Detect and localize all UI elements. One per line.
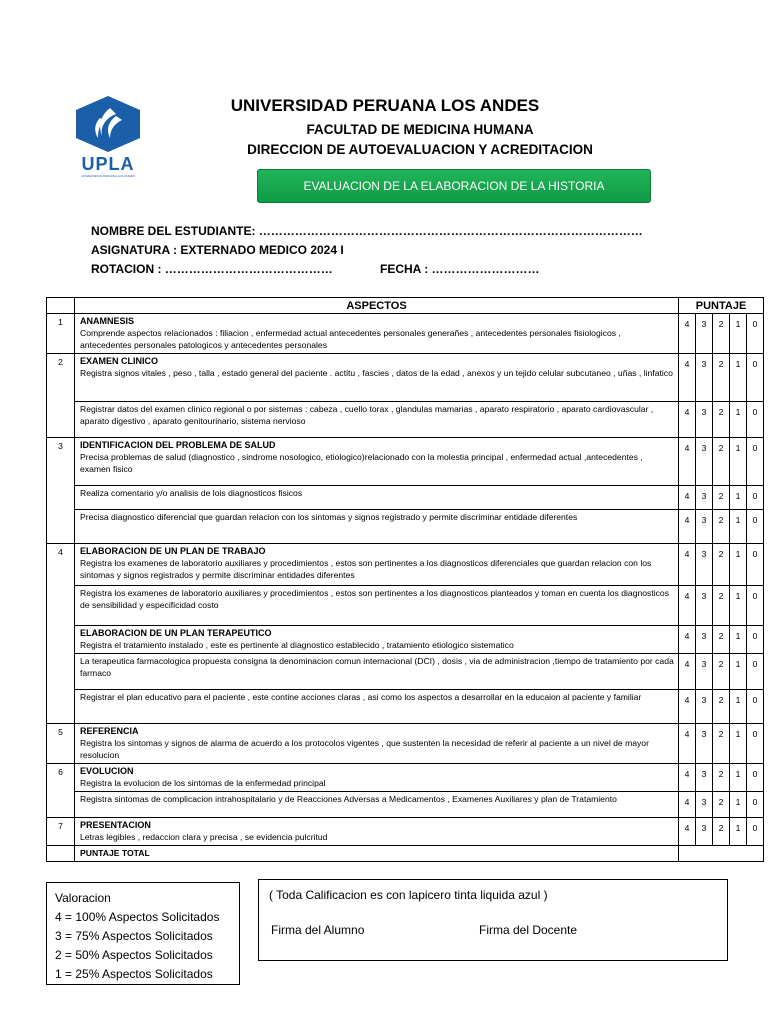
row-number: 6 (47, 764, 75, 792)
score-option-1[interactable]: 1 (730, 724, 747, 764)
row-number: 3 (47, 438, 75, 486)
score-option-4[interactable]: 4 (679, 486, 696, 510)
score-option-1[interactable]: 1 (730, 818, 747, 846)
aspect-title: PRESENTACION (80, 820, 151, 830)
score-option-3[interactable]: 3 (696, 354, 713, 402)
table-row (47, 626, 764, 654)
table-row (47, 438, 764, 486)
score-option-0[interactable]: 0 (747, 818, 764, 846)
row-number: 2 (47, 354, 75, 402)
row-number (47, 792, 75, 818)
score-option-4[interactable]: 4 (679, 314, 696, 354)
score-option-0[interactable]: 0 (747, 438, 764, 486)
score-option-2[interactable]: 2 (713, 544, 730, 586)
table-row (47, 314, 764, 354)
faculty-title: FACULTAD DE MEDICINA HUMANA (306, 122, 534, 137)
score-option-3[interactable]: 3 (696, 544, 713, 586)
score-option-2[interactable]: 2 (713, 354, 730, 402)
table-row (47, 544, 764, 586)
score-option-2[interactable]: 2 (713, 654, 730, 690)
table-row (47, 486, 764, 510)
valoracion-item: 4 = 100% Aspectos Solicitados (55, 910, 220, 924)
row-number: 4 (47, 544, 75, 586)
score-option-3[interactable]: 3 (696, 724, 713, 764)
row-number: 7 (47, 818, 75, 846)
num-header (47, 298, 75, 314)
table-row (47, 690, 764, 724)
table-row (47, 510, 764, 544)
aspect-cell (75, 544, 679, 586)
score-option-3[interactable]: 3 (696, 486, 713, 510)
aspect-description: Precisa problemas de salud (diagnostico , sindrome nosologico, etiologico)relacionado con la molestia principal , enfermedad actual ,antecedentes , examen fisico (80, 452, 643, 474)
upla-emblem-icon (70, 94, 146, 154)
score-option-4[interactable]: 4 (679, 792, 696, 818)
score-option-3[interactable]: 3 (696, 690, 713, 724)
aspect-cell (75, 654, 679, 690)
score-option-4[interactable]: 4 (679, 654, 696, 690)
aspect-cell (75, 586, 679, 626)
score-option-2[interactable]: 2 (713, 818, 730, 846)
score-option-3[interactable]: 3 (696, 438, 713, 486)
score-option-2[interactable]: 2 (713, 764, 730, 792)
table-row (47, 724, 764, 764)
valoracion-box (46, 882, 240, 985)
aspect-cell (75, 724, 679, 764)
aspect-title: ANAMNESIS (80, 316, 135, 326)
score-option-3[interactable]: 3 (696, 818, 713, 846)
score-option-1[interactable]: 1 (730, 690, 747, 724)
score-option-0[interactable]: 0 (747, 724, 764, 764)
valoracion-item: 3 = 75% Aspectos Solicitados (55, 929, 213, 943)
aspect-title: REFERENCIA (80, 726, 139, 736)
score-option-2[interactable]: 2 (713, 586, 730, 626)
aspect-title: EXAMEN CLINICO (80, 356, 159, 366)
score-option-4[interactable]: 4 (679, 764, 696, 792)
score-option-1[interactable]: 1 (730, 486, 747, 510)
score-option-3[interactable]: 3 (696, 314, 713, 354)
score-option-2[interactable]: 2 (713, 792, 730, 818)
score-option-1[interactable]: 1 (730, 314, 747, 354)
aspect-description: Letras legibles , redaccion clara y precisa , se evidencia pulcritud (80, 832, 328, 842)
row-number (47, 654, 75, 690)
score-option-1[interactable]: 1 (730, 764, 747, 792)
student-signature-label: Firma del Alumno (271, 923, 365, 937)
score-option-2[interactable]: 2 (713, 402, 730, 438)
aspects-header: ASPECTOS (75, 298, 679, 314)
score-option-0[interactable]: 0 (747, 690, 764, 724)
row-number: 5 (47, 724, 75, 764)
aspect-title: ELABORACION DE UN PLAN DE TRABAJO (80, 546, 266, 556)
score-option-0[interactable]: 0 (747, 764, 764, 792)
table-row (47, 792, 764, 818)
row-number (47, 690, 75, 724)
valoracion-item: 1 = 25% Aspectos Solicitados (55, 967, 213, 981)
aspect-description: Realiza comentario y/o analisis de lois diagnosticos fisicos (80, 488, 303, 498)
aspect-title: IDENTIFICACION DEL PROBLEMA DE SALUD (80, 440, 276, 450)
score-option-0[interactable]: 0 (747, 792, 764, 818)
score-option-4[interactable]: 4 (679, 586, 696, 626)
score-option-4[interactable]: 4 (679, 724, 696, 764)
aspect-description: Precisa diagnostico diferencial que guardan relacion con los sintomas y signos registrado y permite discriminar entidade diferentes (80, 512, 578, 522)
aspect-cell (75, 792, 679, 818)
aspect-description: Registrar datos del examen clinico regional o por sistemas : cabeza , cuello torax , glandulas mamarias , aparato respiratorio , aparato cardiovascular , aparato digestivo , aparato genitourinario, sistema nervioso (80, 404, 654, 426)
aspect-description: Registra el tratamiento instalado , este es pertinente al diagnostico establecido , tratamiento etiologico sistematico (80, 640, 514, 650)
score-option-0[interactable]: 0 (747, 486, 764, 510)
score-option-1[interactable]: 1 (730, 438, 747, 486)
logo-subtitle: UNIVERSIDAD PERUANA LOS ANDES (81, 174, 135, 178)
aspect-cell (75, 438, 679, 486)
aspect-description: Registra sintomas de complicacion intrahospitalario y de Reacciones Adversas a Medicamentos , Examenes Auxiliares y plan de Tratamiento (80, 794, 617, 804)
score-option-2[interactable]: 2 (713, 690, 730, 724)
score-option-4[interactable]: 4 (679, 438, 696, 486)
table-row (47, 402, 764, 438)
score-option-4[interactable]: 4 (679, 690, 696, 724)
score-option-3[interactable]: 3 (696, 402, 713, 438)
score-option-2[interactable]: 2 (713, 626, 730, 654)
score-option-0[interactable]: 0 (747, 402, 764, 438)
rotation-field: ROTACION : …………………………………… (91, 262, 333, 276)
score-option-0[interactable]: 0 (747, 544, 764, 586)
score-option-1[interactable]: 1 (730, 626, 747, 654)
aspect-cell (75, 510, 679, 544)
aspect-description: Registra los examenes de laboratorio auxiliares y procedimientos , estos son pertinentes a los diagnosticos planteados y toman en cuenta los diagnosticos de sensibilidad y especificidad costo (80, 588, 670, 610)
aspect-cell (75, 764, 679, 792)
total-label: PUNTAJE TOTAL (75, 846, 679, 862)
table-row (47, 586, 764, 626)
total-value-cell (679, 846, 764, 862)
table-row (47, 654, 764, 690)
score-option-1[interactable]: 1 (730, 354, 747, 402)
table-row (47, 354, 764, 402)
aspect-description: La terapeutica farmacologica propuesta consigna la denominacion comun internacional (DCI) , dosis , via de administracion ,tiempo de tratamiento por cada farmaco (80, 656, 674, 678)
aspect-cell (75, 626, 679, 654)
upla-logo (70, 94, 146, 180)
score-option-4[interactable]: 4 (679, 626, 696, 654)
score-option-4[interactable]: 4 (679, 510, 696, 544)
score-option-0[interactable]: 0 (747, 510, 764, 544)
score-option-3[interactable]: 3 (696, 764, 713, 792)
aspect-description: Comprende aspectos relacionados : filiacion , enfermedad actual antecedentes personales generañes , antecedentes personales fisiologicos , antecedentes personales patologicos y antecedentes personales (80, 328, 621, 350)
aspect-cell (75, 354, 679, 402)
logo-name: UPLA (81, 154, 135, 174)
aspect-cell (75, 818, 679, 846)
aspect-description: Registra los examenes de laboratorio auxiliares y procedimientos , estos son pertinentes a los diagnosticos diferenciales que guardan relacion con los sintomas y signos registrados y permite discriminar entidades diferentes (80, 558, 652, 580)
aspect-title: EVOLUCION (80, 766, 134, 776)
score-option-2[interactable]: 2 (713, 314, 730, 354)
aspect-description: Registra los sintomas y signos de alarma de acuerdo a los protocolos vigentes , que sustenten la necesidad de referir al paciente a un nivel de mayor resolucion (80, 738, 649, 760)
score-header: PUNTAJE (679, 298, 764, 314)
score-option-1[interactable]: 1 (730, 586, 747, 626)
score-option-1[interactable]: 1 (730, 402, 747, 438)
row-number (47, 486, 75, 510)
evaluation-table (46, 297, 764, 862)
score-option-0[interactable]: 0 (747, 314, 764, 354)
ink-note: ( Toda Calificacion es con lapicero tinta liquida azul ) (269, 888, 548, 902)
aspect-cell (75, 314, 679, 354)
teacher-signature-label: Firma del Docente (479, 923, 578, 937)
row-number (47, 510, 75, 544)
score-option-2[interactable]: 2 (713, 486, 730, 510)
score-option-2[interactable]: 2 (713, 438, 730, 486)
score-option-2[interactable]: 2 (713, 510, 730, 544)
direction-title: DIRECCION DE AUTOEVALUACION Y ACREDITACION (247, 142, 593, 157)
evaluation-banner: EVALUACION DE LA ELABORACION DE LA HISTORIA (257, 169, 651, 203)
table-row (47, 818, 764, 846)
score-option-4[interactable]: 4 (679, 402, 696, 438)
score-option-0[interactable]: 0 (747, 654, 764, 690)
score-option-0[interactable]: 0 (747, 626, 764, 654)
aspect-cell (75, 690, 679, 724)
score-option-0[interactable]: 0 (747, 354, 764, 402)
valoracion-title: Valoracion (55, 891, 111, 905)
score-option-3[interactable]: 3 (696, 586, 713, 626)
valoracion-item: 2 = 50% Aspectos Solicitados (55, 948, 213, 962)
score-option-3[interactable]: 3 (696, 654, 713, 690)
score-option-4[interactable]: 4 (679, 818, 696, 846)
score-option-1[interactable]: 1 (730, 544, 747, 586)
score-option-4[interactable]: 4 (679, 354, 696, 402)
date-field: FECHA : ……………………… (380, 262, 540, 276)
row-number (47, 586, 75, 626)
aspect-title: ELABORACION DE UN PLAN TERAPEUTICO (80, 628, 272, 638)
score-option-1[interactable]: 1 (730, 510, 747, 544)
score-option-4[interactable]: 4 (679, 544, 696, 586)
aspect-description: Registrar el plan educativo para el paciente , este contine acciones claras , asi como los aspectos a desarrollar en la educaion al paciente y familiar (80, 692, 642, 702)
aspect-description: Registra la evolucion de los sintomas de la enfermedad principal (80, 778, 326, 788)
score-option-1[interactable]: 1 (730, 792, 747, 818)
score-option-0[interactable]: 0 (747, 586, 764, 626)
table-row (47, 764, 764, 792)
aspect-description: Registra signos vitales , peso , talla , estado general del paciente . actitu , fascies , datos de la edad , anexos y un tejido celular subcutaneo , uñas , linfatico (80, 368, 673, 378)
total-num-cell (47, 846, 75, 862)
signature-box (258, 879, 728, 961)
row-number: 1 (47, 314, 75, 354)
score-option-2[interactable]: 2 (713, 724, 730, 764)
aspect-cell (75, 486, 679, 510)
score-option-3[interactable]: 3 (696, 510, 713, 544)
university-title: UNIVERSIDAD PERUANA LOS ANDES (230, 96, 540, 115)
score-option-3[interactable]: 3 (696, 626, 713, 654)
score-option-3[interactable]: 3 (696, 792, 713, 818)
row-number (47, 626, 75, 654)
subject-field: ASIGNATURA : EXTERNADO MEDICO 2024 I (91, 243, 344, 257)
student-name-field: NOMBRE DEL ESTUDIANTE: …………………………………………………………………………………… (91, 224, 643, 238)
score-option-1[interactable]: 1 (730, 654, 747, 690)
aspect-cell (75, 402, 679, 438)
row-number (47, 402, 75, 438)
